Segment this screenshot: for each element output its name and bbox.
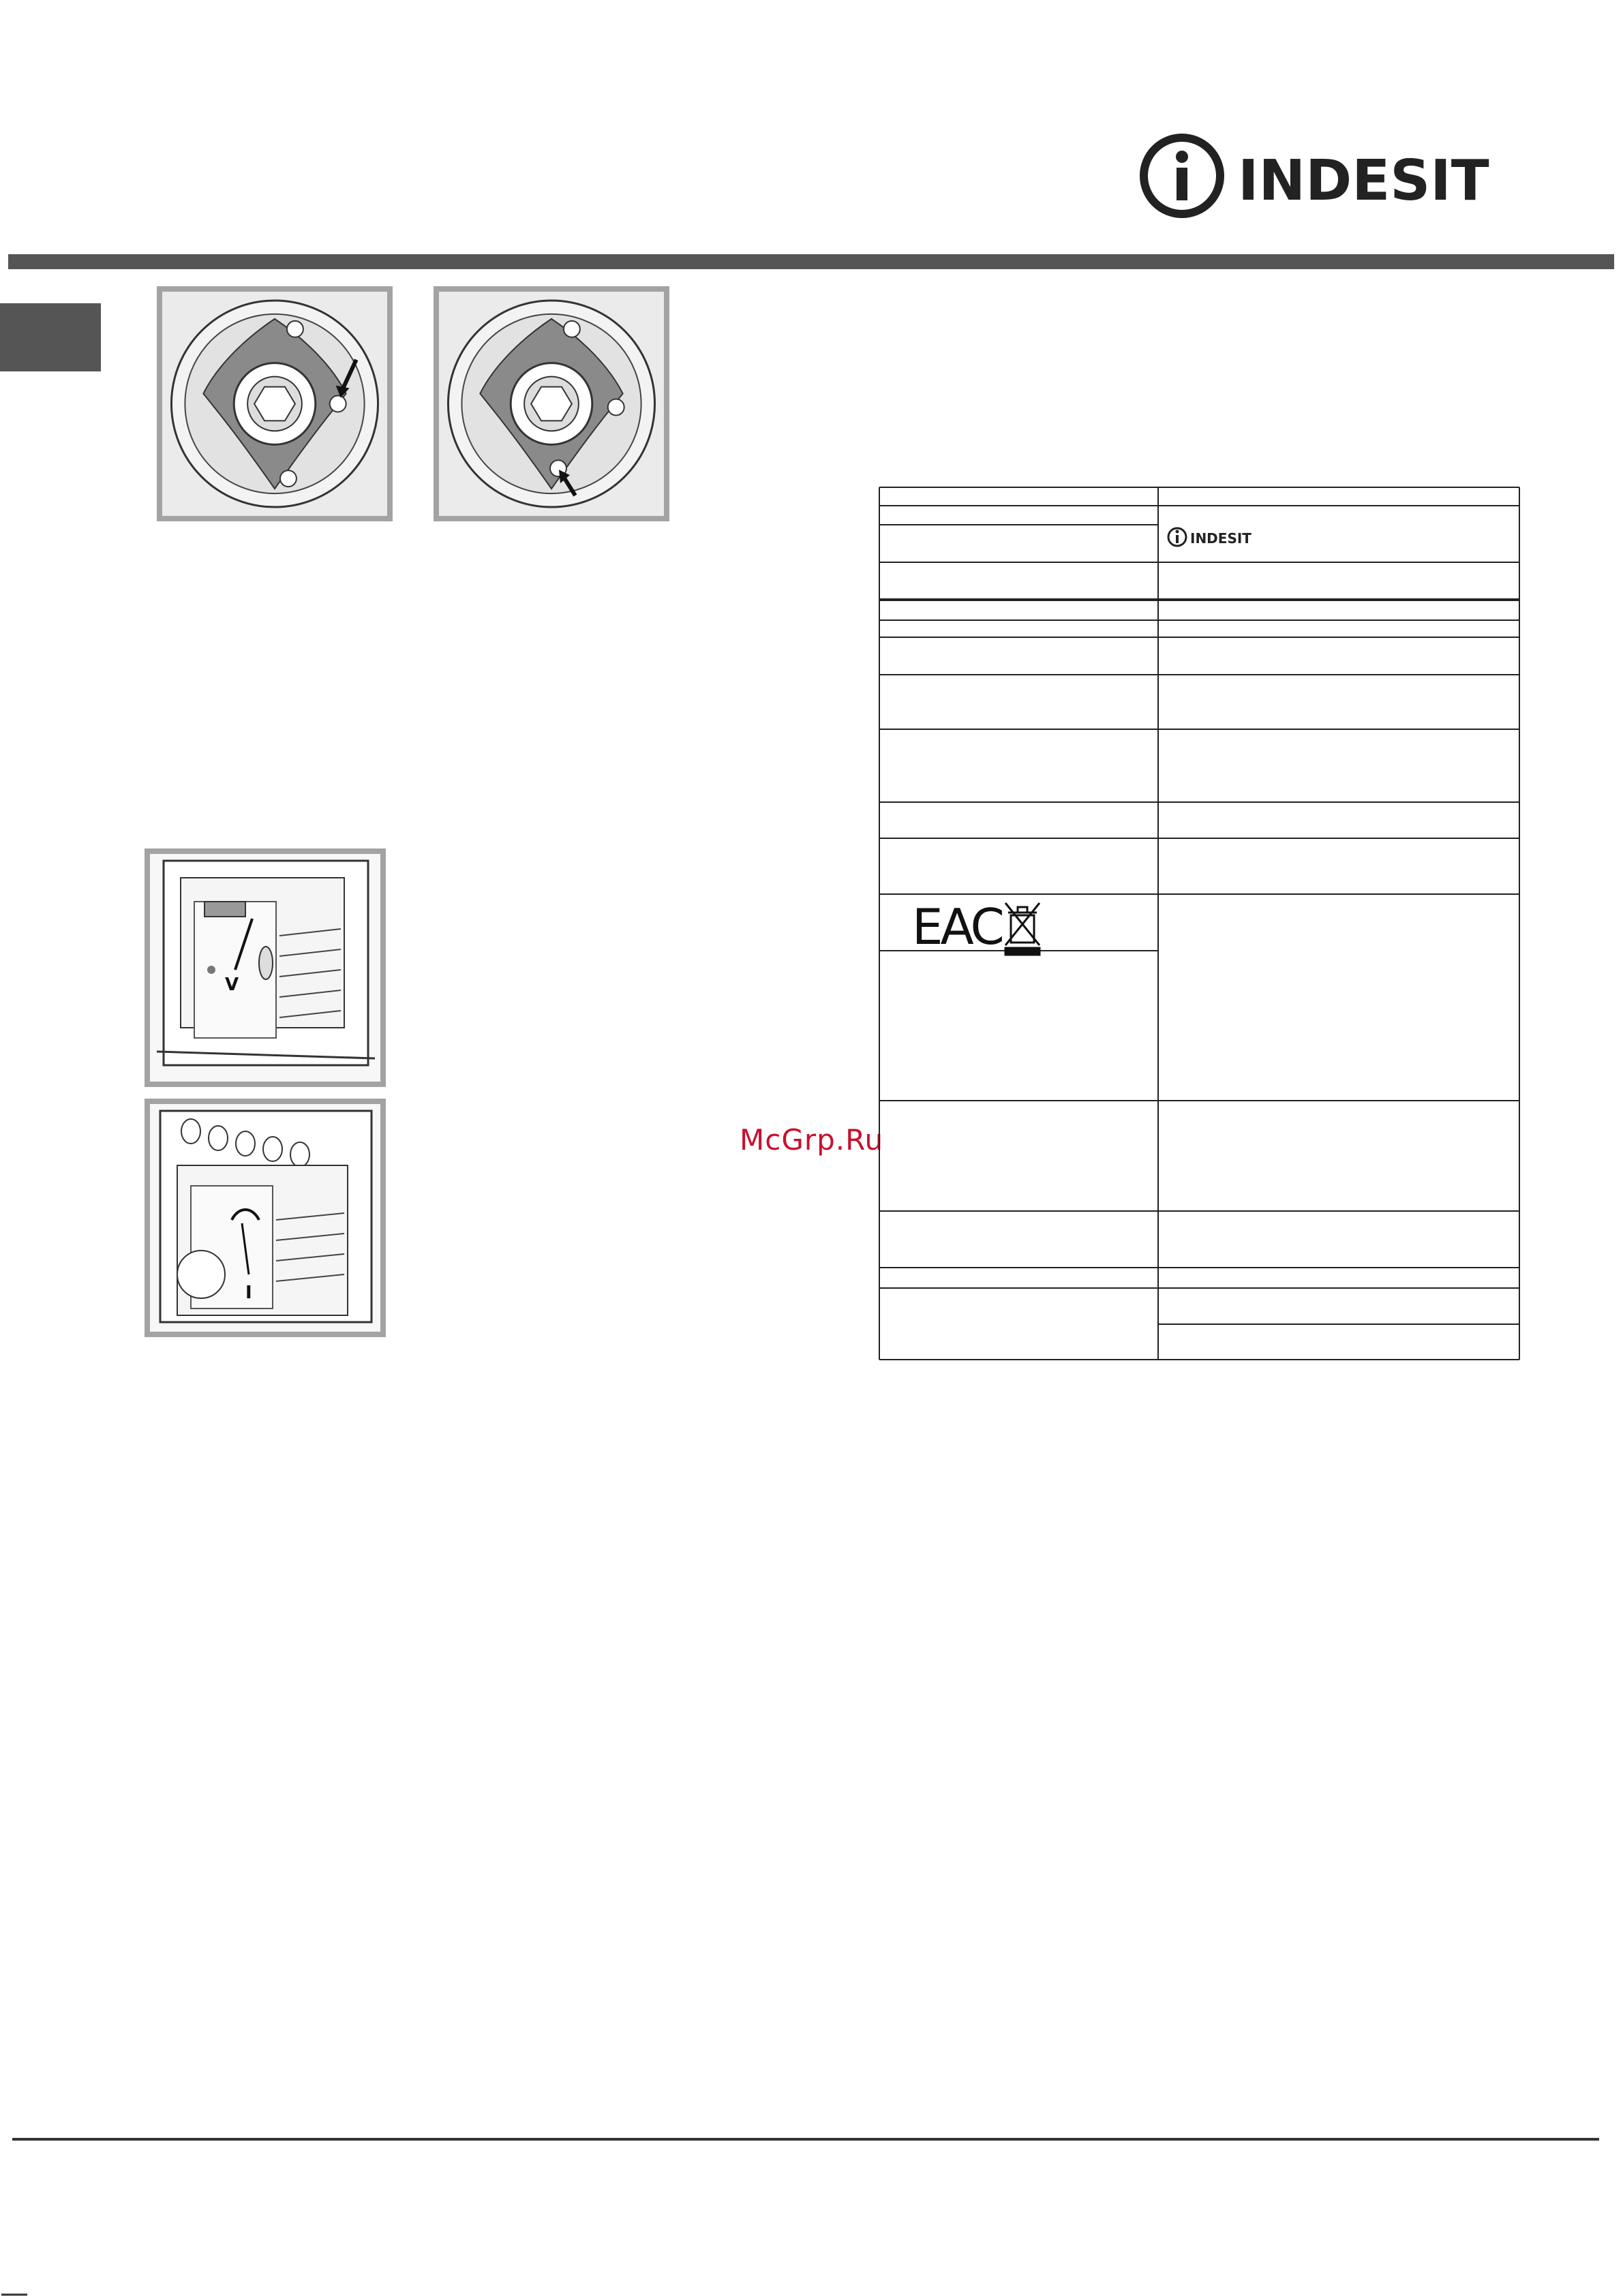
weee-crossed-bin-icon [1005, 903, 1040, 955]
indesit-i-logo-icon [1137, 129, 1489, 225]
eac-mark: EAC [912, 898, 1002, 955]
header-rule [8, 254, 1614, 269]
figure-knob-screw-side [157, 286, 393, 521]
table-brand-logo [1168, 528, 1252, 547]
watermark-text: McGrp.Ru [740, 1123, 884, 1157]
spec-table [879, 487, 1519, 1360]
footer-rule [12, 2138, 1599, 2141]
brand-wordmark: INDESIT [1238, 149, 1489, 213]
corner-mark [0, 2286, 41, 2296]
language-tab [0, 303, 101, 371]
label-v: V [225, 975, 239, 995]
label-i: I [245, 1283, 252, 1303]
figure-oven-thermostat [145, 1099, 386, 1337]
table-brand-text: INDESIT [1190, 530, 1252, 547]
figure-knob-screw-bottom [434, 286, 669, 521]
figure-oven-lamp-screw [145, 848, 386, 1087]
indesit-logo [1137, 129, 1489, 225]
